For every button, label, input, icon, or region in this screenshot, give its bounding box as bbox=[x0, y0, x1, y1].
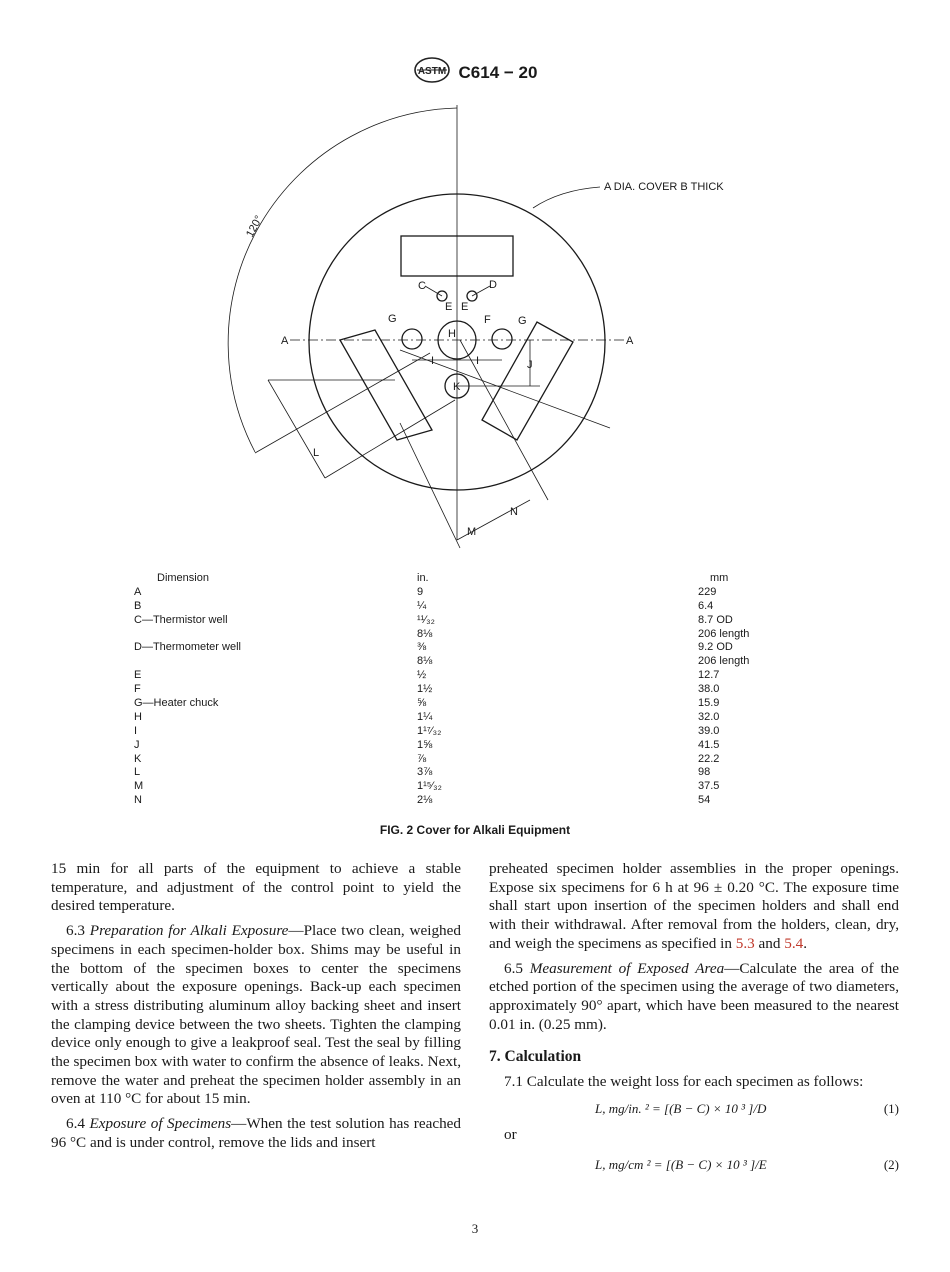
standard-designation: C614 − 20 bbox=[458, 62, 538, 82]
paragraph-6-4: 6.4 Exposure of Specimens—When the test solution has reached 96 °C and is under control, remove the lids and insert bbox=[51, 1115, 462, 1151]
hole-g-right bbox=[492, 329, 512, 349]
table-row: E ½ 12.7 bbox=[134, 669, 720, 682]
label-m: M bbox=[467, 526, 477, 538]
svg-text:ASTM: ASTM bbox=[417, 66, 446, 77]
table-row: G—Heater chuck ⅝ 15.9 bbox=[134, 697, 720, 710]
label-g-right: G bbox=[518, 315, 527, 327]
table-row: H 1¼ 32.0 bbox=[134, 710, 720, 723]
paragraph-6-5: 6.5 Measurement of Exposed Area—Calculate the area of the etched portion of the specimen using the average of two diameters, approximately 90° apart, which have been measured to the nearest 0.01 in. (0.25 mm). bbox=[489, 959, 899, 1033]
label-a-left: A bbox=[281, 335, 289, 347]
figure-caption: FIG. 2 Cover for Alkali Equipment bbox=[379, 823, 571, 837]
table-row: B ¼ 6.4 bbox=[134, 599, 714, 612]
paragraph-6-4-cont: preheated specimen holder assemblies in the proper openings. Expose six specimens for 6 h at 96 ± 0.20 °C. The exposure time shall start upon insertion of the specimen holders and shall end with their withdrawal. After removal from the holders, clean, dry, and weigh the specimens as specified in 5.3 and 5.4. bbox=[489, 860, 899, 952]
ref-link-5-3[interactable]: 5.3 bbox=[735, 934, 755, 952]
label-e-right: E bbox=[461, 301, 469, 313]
label-c: C bbox=[418, 280, 426, 292]
table-row: F 1½ 38.0 bbox=[134, 683, 720, 696]
paragraph-6-3: 6.3 Preparation for Alkali Exposure—Place two clean, weighed specimens in each specimen-holder box. Shims may be useful in the bottom of the specimen boxes to center the specimens vertically about the exposure openings. Back-up each specimen with a stress distributing aluminum alloy backing sheet and insert the clamping device between the two sheets. Tighten the clamping device only enough to give a leakproof seal. Test the seal by filling the specimen box with water to confirm the absence of leaks. Next, remove the water and preheat the specimen holder assembly in an oven at 110 °C for about 15 min. bbox=[51, 922, 461, 1108]
table-row: D—Thermometer well ⅜ 9.2 OD bbox=[134, 641, 733, 654]
astm-logo-icon bbox=[413, 56, 451, 89]
hole-g-left bbox=[402, 329, 422, 349]
table-row: C—Thermistor well ¹¹⁄₃₂ 8.7 OD bbox=[134, 613, 733, 626]
label-i-right: I bbox=[476, 355, 480, 367]
table-row: J 1⅝ 41.5 bbox=[134, 738, 720, 751]
paragraph-7-1: 7.1 Calculate the weight loss for each specimen as follows: bbox=[504, 1073, 864, 1091]
left-column bbox=[51, 860, 461, 1159]
label-d: D bbox=[489, 279, 497, 291]
table-row: 8⅛ 206 length bbox=[417, 655, 750, 668]
table-header: Dimension in. mm bbox=[157, 572, 729, 584]
label-g-left: G bbox=[388, 313, 397, 325]
dimension-labels bbox=[244, 181, 724, 538]
cover-diagram bbox=[200, 95, 760, 565]
label-n: N bbox=[510, 506, 518, 518]
label-j: J bbox=[527, 359, 533, 371]
section-heading: 7. Calculation bbox=[489, 1048, 582, 1066]
paragraph-6-2-cont: 15 min for all parts of the equipment to achieve a stable temperature, and adjustment of the control point to yield the desired temperature. bbox=[51, 860, 461, 915]
label-cover: A DIA. COVER B THICK bbox=[604, 181, 724, 193]
ref-link-5-4[interactable]: 5.4 bbox=[784, 934, 804, 952]
label-f: F bbox=[484, 314, 491, 326]
page-number: 3 bbox=[471, 1221, 479, 1236]
table-row: A 9 229 bbox=[134, 585, 717, 598]
label-l: L bbox=[313, 447, 320, 459]
table-row: I 1¹⁷⁄₃₂ 39.0 bbox=[134, 724, 720, 737]
table-row: N 2⅛ 54 bbox=[134, 794, 711, 807]
dimension-table bbox=[134, 572, 834, 808]
page-header bbox=[0, 56, 950, 89]
equation-2: L, mg/cm ² = [(B − C) × 10 ³ ]/E (2) bbox=[595, 1157, 899, 1173]
label-h: H bbox=[448, 328, 456, 340]
label-e-left: E bbox=[445, 301, 453, 313]
table-row: L 3⅞ 98 bbox=[134, 766, 711, 779]
label-angle: 120° bbox=[244, 213, 266, 240]
or-text: or bbox=[504, 1125, 517, 1143]
table-row: M 1¹⁵⁄₃₂ 37.5 bbox=[134, 780, 720, 793]
table-row: K ⅞ 22.2 bbox=[134, 752, 720, 765]
label-i-left: I bbox=[431, 355, 435, 367]
right-column bbox=[489, 860, 899, 1178]
equation-1: L, mg/in. ² = [(B − C) × 10 ³ ]/D (1) bbox=[595, 1100, 899, 1116]
label-k: K bbox=[453, 381, 461, 393]
label-a-right: A bbox=[626, 335, 634, 347]
table-row: 8⅛ 206 length bbox=[417, 627, 750, 640]
